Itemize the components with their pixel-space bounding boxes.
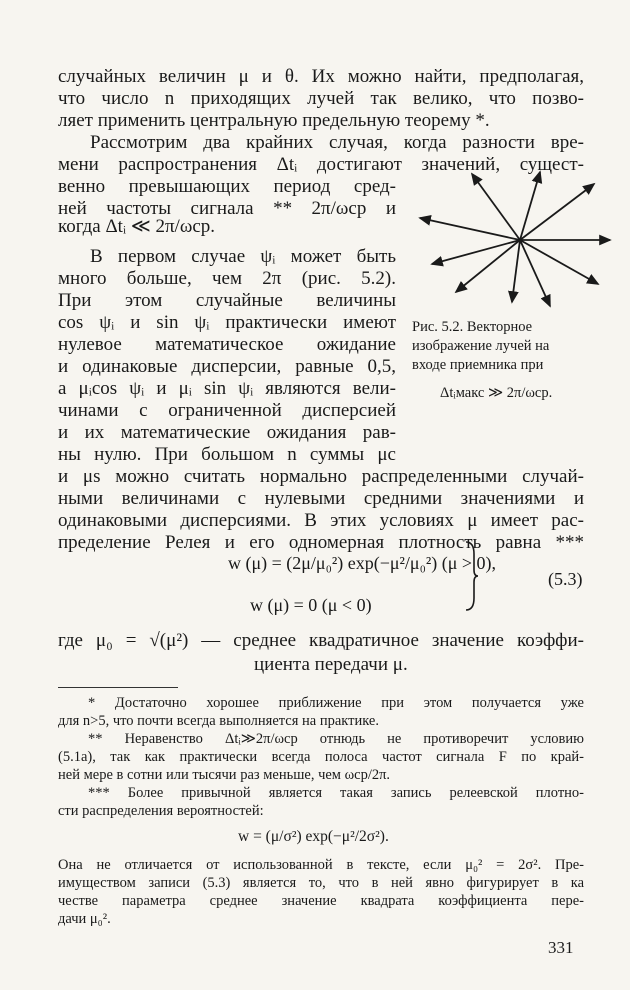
- page-number: 331: [548, 938, 574, 957]
- text-line-5: мени распространения Δtᵢ достигают значений, сущест-: [58, 154, 584, 175]
- text-line-8: когда Δtᵢ ≪ 2π/ωср.: [58, 216, 216, 237]
- figure-caption-line-4: Δtᵢмакс ≫ 2π/ωср.: [440, 385, 553, 401]
- footnote-line-1: * Достаточно хорошее приближение при этом получается уже: [88, 695, 584, 711]
- equation-brace: [464, 540, 478, 612]
- figure-caption-line-2: изображение лучей на: [412, 338, 550, 354]
- footnote-line-6: *** Более привычной является такая запись релеевской плотно-: [88, 785, 584, 801]
- ray-vector-diagram: [412, 160, 630, 310]
- text-line-14: и одинаковые дисперсии, равные 0,5,: [58, 356, 396, 377]
- text-line-2: что число n приходящих лучей так велико, что позво-: [58, 88, 584, 109]
- text-line-22: пределение Релея и его одномерная плотность равна ***: [58, 532, 584, 553]
- figure-caption-line-1: Рис. 5.2. Векторное: [412, 319, 533, 335]
- text-line-4: Рассмотрим два крайних случая, когда разности вре-: [90, 132, 584, 153]
- footnote-line-5: ней мере в сотни или тысячи раз меньше, чем ωср/2π.: [58, 767, 391, 783]
- footnote-line-4: (5.1а), так как практически всегда полоса частот сигнала F по край-: [58, 749, 584, 765]
- text-after-eq-1: где μ₀ = √(μ²) — среднее квадратичное значение коэффи-: [58, 630, 584, 651]
- footnote-line-9: имуществом записи (5.3) является то, что в ней явно фигурирует в ка: [58, 875, 584, 891]
- footnote-line-10: честве параметра среднее значение квадрата коэффициента пере-: [58, 893, 584, 909]
- text-line-16: чинами с ограниченной дисперсией: [58, 400, 396, 421]
- footnote-line-7: сти распределения вероятностей:: [58, 803, 264, 819]
- text-line-9: В первом случае ψᵢ может быть: [90, 246, 396, 267]
- footnote-rule: [58, 687, 178, 688]
- text-line-10: много больше, чем 2π (рис. 5.2).: [58, 268, 396, 289]
- text-after-eq-2: циента передачи μ.: [254, 654, 408, 675]
- footnote-line-2: для n>5, что почти всегда выполняется на практике.: [58, 713, 379, 729]
- equation-line-1: w (μ) = (2μ/μ₀²) exp(−μ²/μ₀²) (μ > 0),: [228, 553, 497, 573]
- text-line-1: случайных величин μ и θ. Их можно найти, предполагая,: [58, 66, 584, 87]
- footnote-line-3: ** Неравенство Δtᵢ≫2π/ωср отнюдь не противоречит условию: [88, 731, 584, 747]
- footnote-line-8: Она не отличается от использованной в тексте, если μ₀² = 2σ². Пре-: [58, 857, 584, 873]
- equation-line-2: w (μ) = 0 (μ < 0): [250, 595, 372, 615]
- text-line-20: ными величинами с нулевыми средними значениями и: [58, 488, 584, 509]
- text-line-6: венно превышающих период сред-: [58, 176, 396, 197]
- text-line-3: ляет применить центральную предельную теорему *.: [58, 110, 490, 131]
- text-line-12: cos ψᵢ и sin ψᵢ практически имеют: [58, 312, 396, 333]
- text-line-19: и μs можно считать нормально распределенными случай-: [58, 466, 584, 487]
- text-line-18: ны нулю. При большом n суммы μс: [58, 444, 396, 465]
- text-line-11: При этом случайные величины: [58, 290, 396, 311]
- equation-number: (5.3): [548, 569, 583, 589]
- footnote-line-11: дачи μ₀².: [58, 911, 111, 927]
- text-line-7: ней частоты сигнала ** 2π/ωср и: [58, 198, 396, 219]
- footnote-formula: w = (μ/σ²) exp(−μ²/2σ²).: [238, 828, 389, 845]
- text-line-13: нулевое математическое ожидание: [58, 334, 396, 355]
- text-line-15: а μᵢcos ψᵢ и μᵢ sin ψᵢ являются вели-: [58, 378, 396, 399]
- text-line-21: одинаковыми дисперсиями. В этих условиях μ имеет рас-: [58, 510, 584, 531]
- figure-caption-line-3: входе приемника при: [412, 357, 544, 373]
- text-line-17: и их математические ожидания рав-: [58, 422, 396, 443]
